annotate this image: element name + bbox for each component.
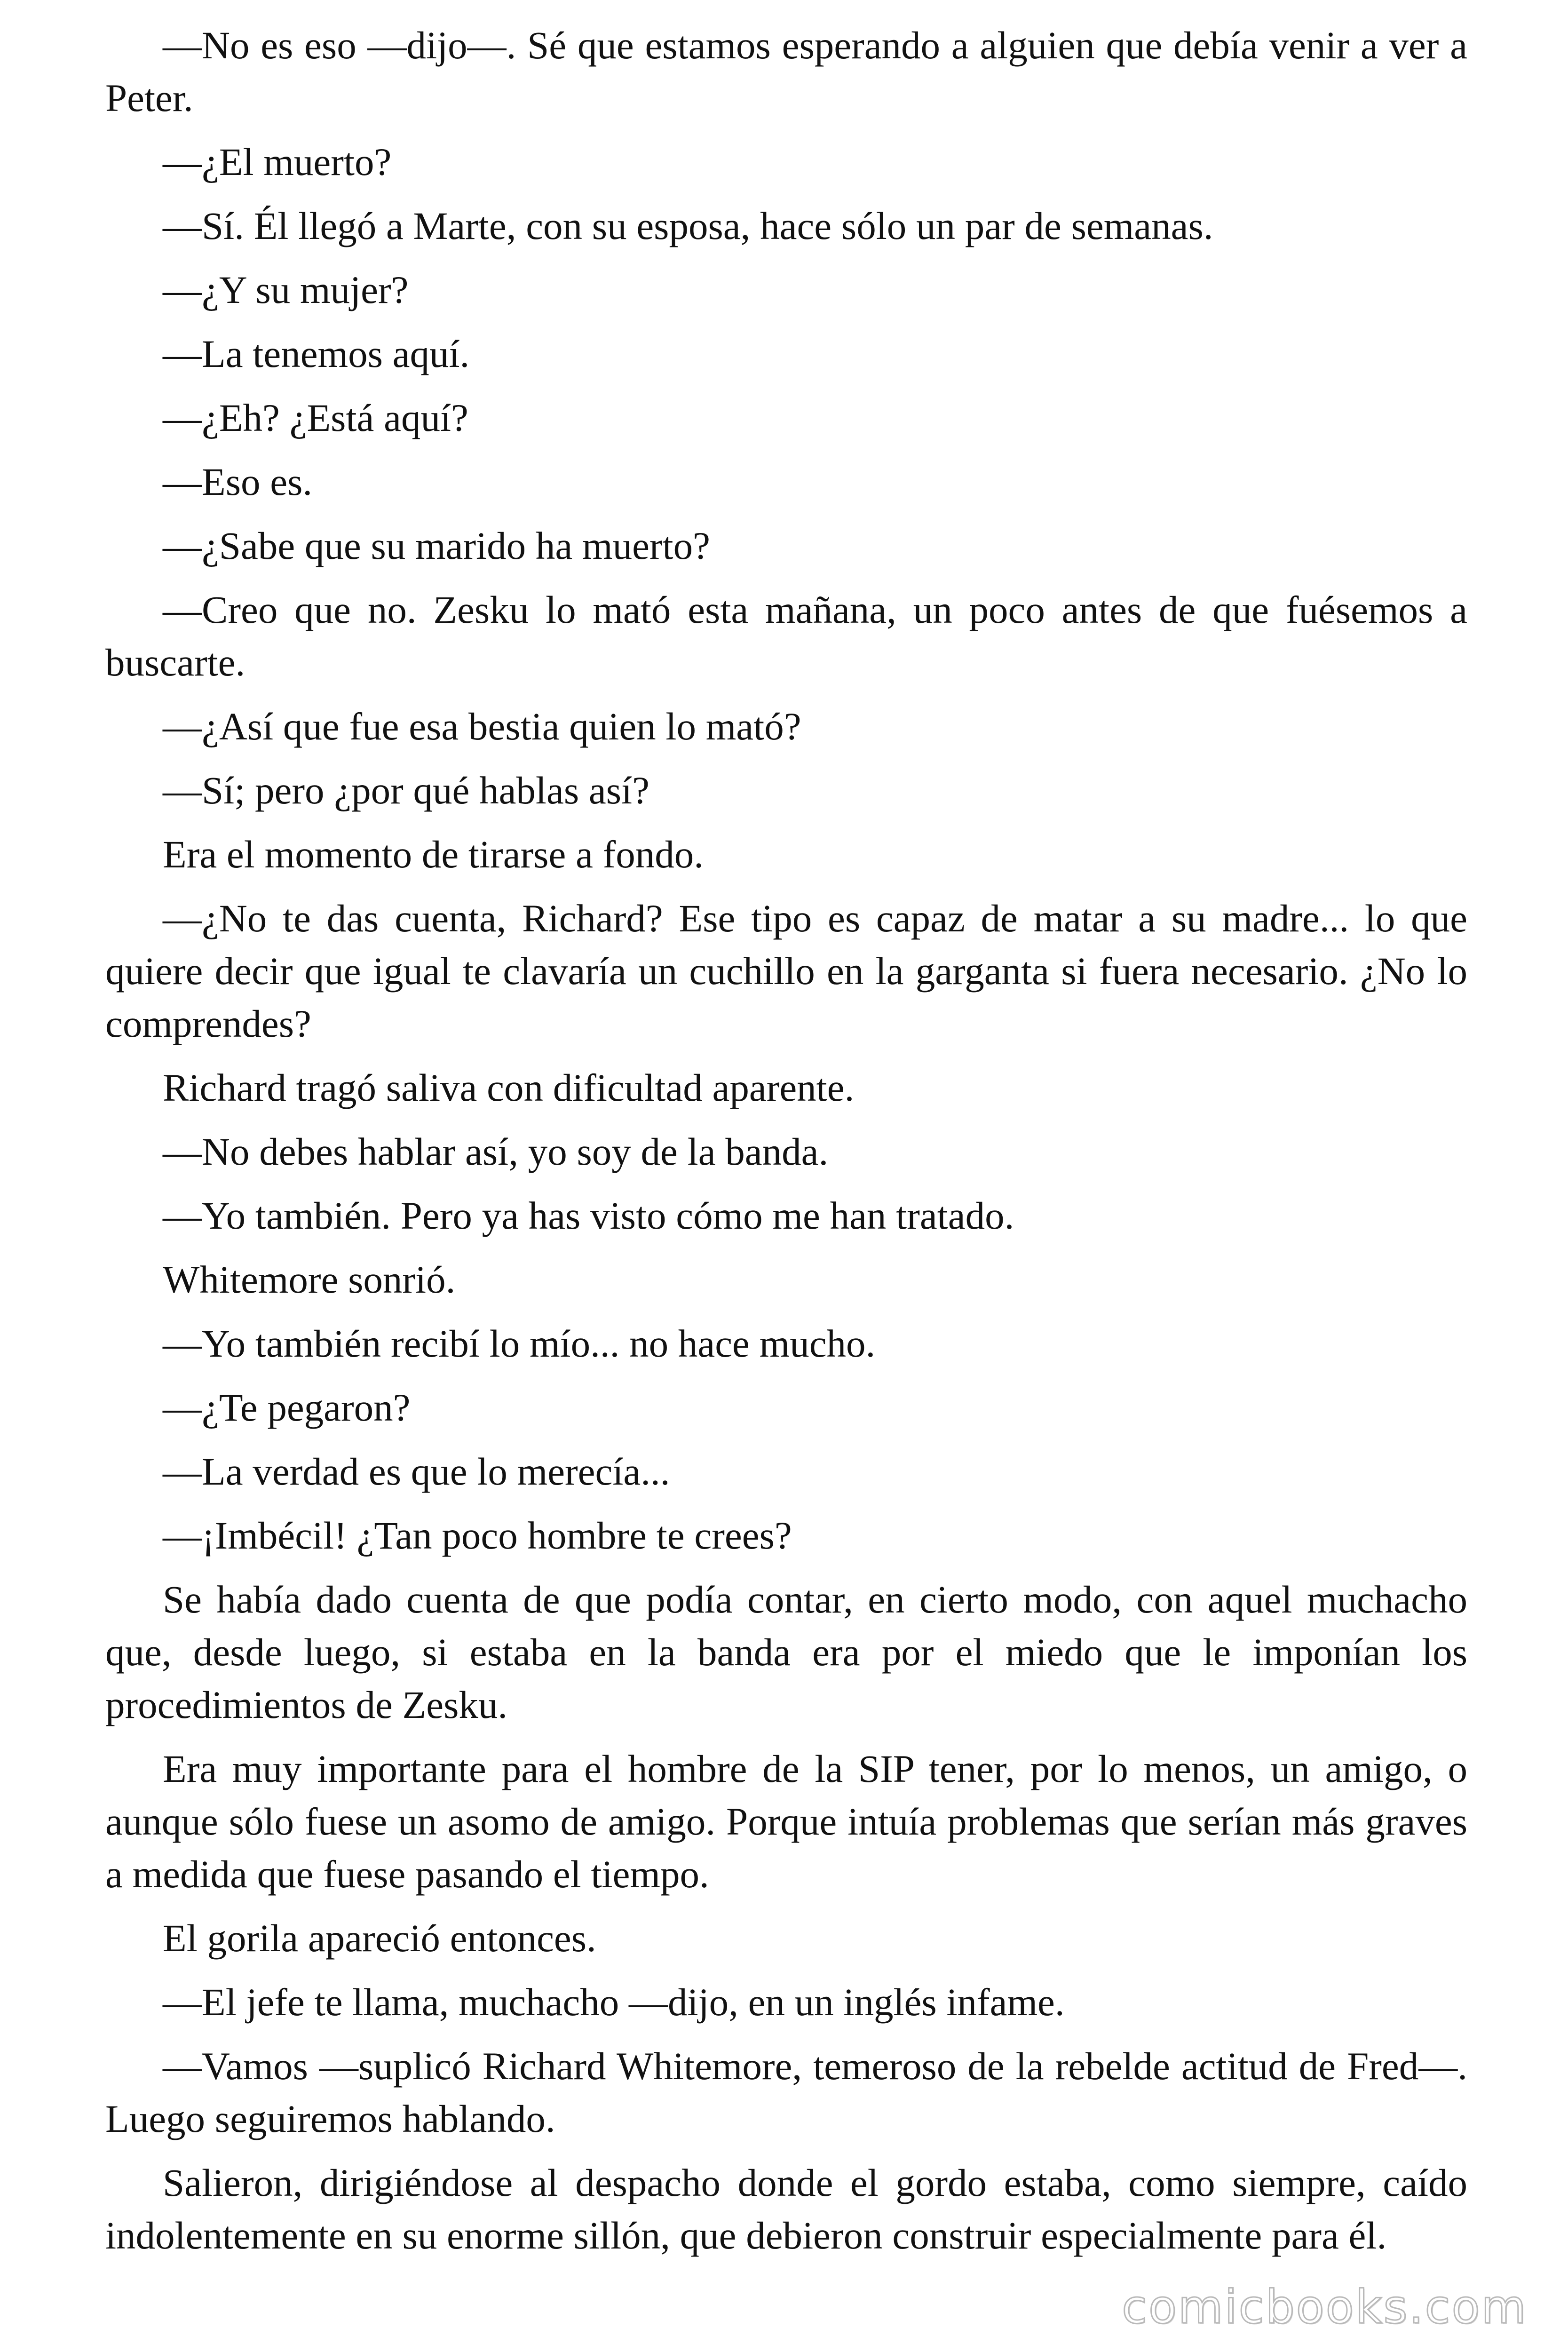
paragraph: —Yo también. Pero ya has visto cómo me han tratado. [163,1194,1014,1237]
paragraph: —La verdad es que lo merecía... [163,1450,670,1493]
paragraph: —El jefe te llama, muchacho —dijo, en un inglés infame. [163,1980,1065,2024]
paragraph: —¿Y su mujer? [163,268,409,311]
paragraph: El gorila apareció entonces. [163,1916,596,1960]
paragraph: Era el momento de tirarse a fondo. [163,833,704,876]
paragraph: —Sí; pero ¿por qué hablas así? [163,769,649,812]
paragraph: —¿Así que fue esa bestia quien lo mató? [163,705,801,748]
paragraph: —¿Te pegaron? [163,1386,411,1429]
paragraph: Era muy importante para el hombre de la SIP tener, por lo menos, un amigo, o aunque sólo fuese un asomo de amigo. Porque intuía problemas que serían más graves a medida que fuese pasando el tiempo. [105,1747,1467,1896]
paragraph: —La tenemos aquí. [163,332,470,375]
paragraph: —Sí. Él llegó a Marte, con su esposa, hace sólo un par de semanas. [163,204,1213,247]
paragraph: —No es eso —dijo—. Sé que estamos esperando a alguien que debía venir a ver a Peter. [105,24,1467,119]
paragraph: Richard tragó saliva con dificultad aparente. [163,1066,855,1109]
paragraph: Se había dado cuenta de que podía contar, en cierto modo, con aquel muchacho que, desde luego, si estaba en la banda era por el miedo que le imponían los procedimientos de Zesku. [105,1578,1467,1726]
paragraph: —¿El muerto? [163,140,392,183]
paragraph: —Vamos —suplicó Richard Whitemore, temeroso de la rebelde actitud de Fred—. Luego seguiremos hablando. [105,2044,1467,2140]
watermark: comicbooks.com [1122,2280,1528,2334]
paragraph: —¿Sabe que su marido ha muerto? [163,524,710,567]
paragraph: —¿Eh? ¿Está aquí? [163,396,468,439]
paragraph: —Eso es. [163,460,313,503]
paragraph: —Creo que no. Zesku lo mató esta mañana, un poco antes de que fuésemos a buscarte. [105,588,1467,684]
paragraph: —No debes hablar así, yo soy de la banda. [163,1130,829,1173]
paragraph: Whitemore sonrió. [163,1258,456,1301]
paragraph: —Yo también recibí lo mío... no hace mucho. [163,1322,876,1365]
paragraph: —¡Imbécil! ¿Tan poco hombre te crees? [163,1514,792,1557]
paragraph: Salieron, dirigiéndose al despacho donde el gordo estaba, como siempre, caído indolentemente en su enorme sillón, que debieron construir especialmente para él. [105,2161,1467,2257]
page-body [105,19,1467,2273]
paragraph: —¿No te das cuenta, Richard? Ese tipo es capaz de matar a su madre... lo que quiere decir que igual te clavaría un cuchillo en la garganta si fuera necesario. ¿No lo comprendes? [105,897,1467,1045]
